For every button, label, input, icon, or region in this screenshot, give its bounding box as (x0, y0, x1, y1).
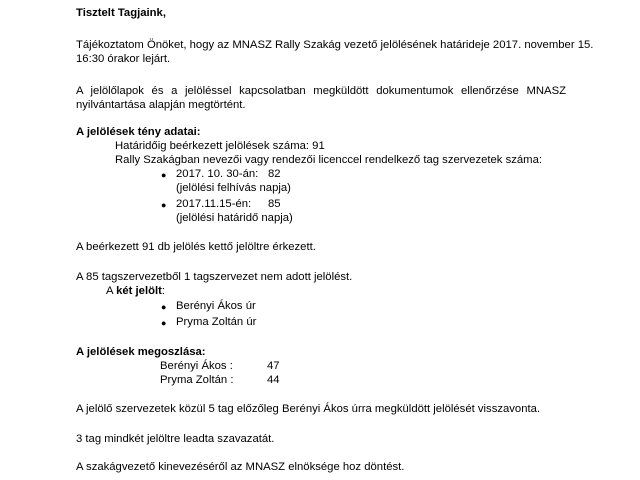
date-2-note: (jelölési határidő napja) (176, 212, 293, 224)
candidates-label-prefix: A (106, 285, 117, 297)
both-votes-text: 3 tag mindkét jelöltre leadta szavazatát. (76, 433, 275, 445)
withdrawn-text: A jelölő szervezetek közül 5 tag előzőleg Berényi Ákos úrra megküldött jelölését visszavonta. (76, 403, 541, 415)
facts-heading: A jelölések tény adatai: (76, 126, 201, 138)
two-candidates-text: A beérkezett 91 db jelölés kettő jelöltre érkezett. (76, 241, 316, 253)
no-nomination-text: A 85 tagszervezetből 1 tagszervezet nem adott jelölést. (76, 271, 353, 283)
candidates-label-bold: két jelölt (116, 285, 162, 297)
candidates-label-suffix: : (161, 285, 166, 297)
bullet-icon: ● (161, 318, 167, 328)
distribution-value-2: 44 (267, 374, 280, 386)
date-2: 2017.11.15-én: (176, 198, 252, 210)
bullet-icon: ● (161, 170, 167, 180)
bullet-icon: ● (161, 200, 167, 210)
bullet-icon: ● (161, 302, 167, 312)
distribution-value-1: 47 (267, 360, 280, 372)
received-count: Határidőig beérkezett jelölések száma: 91 (115, 140, 325, 152)
date-1-note: (jelölési felhívás napja) (176, 182, 291, 194)
candidates-label (106, 284, 165, 298)
distribution-name-1: Berényi Ákos : (160, 360, 233, 372)
candidate-2: Pryma Zoltán úr (176, 316, 257, 328)
date-1-count: 82 (268, 168, 281, 180)
distribution-heading: A jelölések megoszlása: (76, 346, 206, 358)
members-label: Rally Szakágban nevezői vagy rendezői licenccel rendelkező tag szervezetek száma: (115, 154, 542, 166)
candidate-1: Berényi Ákos úr (176, 300, 256, 312)
date-1: 2017. 10. 30-án: (176, 168, 259, 180)
greeting: Tisztelt Tagjaink, (76, 7, 166, 19)
distribution-name-2: Pryma Zoltán : (160, 374, 234, 386)
decision-text: A szakágvezető kinevezéséről az MNASZ elnöksége hoz döntést. (76, 461, 405, 473)
date-2-count: 85 (268, 198, 281, 210)
verification-paragraph: A jelölőlapok és a jelöléssel kapcsolatban megküldött dokumentumok ellenőrzése MNASZ nyilvántartása alapján megtörtént. (76, 85, 566, 111)
intro-line-1: Tájékoztatom Önöket, hogy az MNASZ Rally Szakág vezető jelölésének határideje 2017. november 15. (76, 39, 594, 51)
intro-line-2: 16:30 órakor lejárt. (76, 53, 171, 65)
